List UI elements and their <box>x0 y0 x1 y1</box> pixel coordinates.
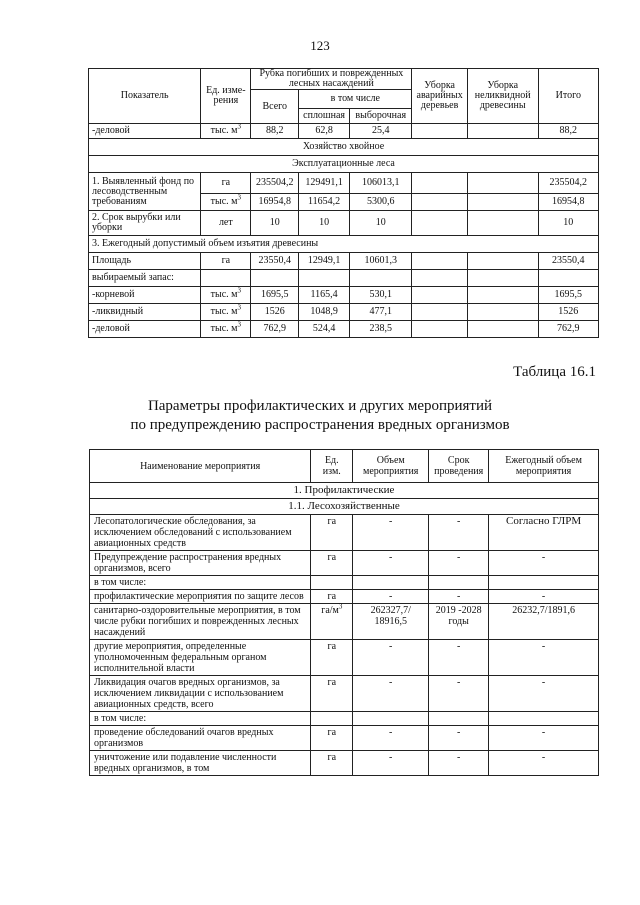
cell-selective: 10601,3 <box>350 253 412 270</box>
table-row <box>90 751 599 776</box>
header-including: в том числе <box>299 90 412 109</box>
cell-unit: га <box>311 726 353 751</box>
table-row <box>90 515 599 551</box>
table-row <box>89 287 599 304</box>
row-label: 1. Выявленный фонд по лесоводственным требованиям <box>89 173 201 211</box>
cell-selective: 106013,1 <box>350 173 412 194</box>
table-row <box>90 590 599 604</box>
cell-unit: га <box>311 515 353 551</box>
cell-annual: - <box>489 590 599 604</box>
row-unit: лет <box>201 211 251 236</box>
section-header: 1. Профилактические <box>90 483 599 499</box>
cell-unit: га <box>311 676 353 712</box>
cell-unit <box>311 576 353 590</box>
cell-annual <box>489 712 599 726</box>
cell-annual: - <box>489 551 599 576</box>
cell-emergency <box>412 194 467 211</box>
cell-selective: 530,1 <box>350 287 412 304</box>
section-header: Хозяйство хвойное <box>89 139 599 156</box>
row-label: -корневой <box>89 287 201 304</box>
cell-unit: $га/м^3$ <box>311 604 353 640</box>
cell-term <box>429 576 489 590</box>
cell-volume: - <box>353 515 429 551</box>
cell-emergency <box>412 287 467 304</box>
cell-volume: - <box>353 590 429 604</box>
cell-clear: 11654,2 <box>299 194 350 211</box>
cell-unit: га <box>311 640 353 676</box>
section-header: Эксплуатационные леса <box>89 156 599 173</box>
cell-volume: - <box>353 640 429 676</box>
table-row <box>90 551 599 576</box>
cell-illiquid <box>467 124 538 139</box>
cell-selective: 10 <box>350 211 412 236</box>
felling-table <box>88 68 599 338</box>
cell-emergency <box>412 270 467 287</box>
cell-sum: 16954,8 <box>538 194 598 211</box>
cell-clear: 1048,9 <box>299 304 350 321</box>
cell-unit <box>311 712 353 726</box>
cell-illiquid <box>467 211 538 236</box>
header-annual: Ежегодный объем мероприятия <box>489 450 599 483</box>
cell-annual: 26232,7/1891,6 <box>489 604 599 640</box>
row-unit <box>201 270 251 287</box>
table-row <box>89 270 599 287</box>
table-caption: Таблица 16.1 <box>513 364 596 380</box>
cell-clear: 524,4 <box>299 321 350 338</box>
cell-annual <box>489 576 599 590</box>
table-row <box>89 253 599 270</box>
cell-total: 23550,4 <box>251 253 299 270</box>
cell-sum: 10 <box>538 211 598 236</box>
section-header: 3. Ежегодный допустимый объем изъятия древесины <box>89 236 599 253</box>
cell-selective: 5300,6 <box>350 194 412 211</box>
table-row <box>89 173 599 194</box>
header-name: Наименование мероприятия <box>90 450 311 483</box>
cell-name: Предупреждение распространения вредных организмов, всего <box>90 551 311 576</box>
cell-illiquid <box>467 173 538 194</box>
row-label: 2. Срок вырубки или уборки <box>89 211 201 236</box>
cell-term: - <box>429 551 489 576</box>
table-row <box>89 321 599 338</box>
cell-illiquid <box>467 321 538 338</box>
cell-total: 762,9 <box>251 321 299 338</box>
cell-illiquid <box>467 287 538 304</box>
cell-volume: 262327,7/ 18916,5 <box>353 604 429 640</box>
cell-annual: - <box>489 676 599 712</box>
cell-term: - <box>429 640 489 676</box>
cell-volume <box>353 712 429 726</box>
cell-total <box>251 270 299 287</box>
cell-total: 1695,5 <box>251 287 299 304</box>
cell-emergency <box>412 173 467 194</box>
cell-name: Ликвидация очагов вредных организмов, за исключением ликвидации с использованием авиационных средств, всего <box>90 676 311 712</box>
cell-clear: 129491,1 <box>299 173 350 194</box>
cell-annual: - <box>489 751 599 776</box>
cell-total: 235504,2 <box>251 173 299 194</box>
cell-term: - <box>429 751 489 776</box>
table-row <box>90 576 599 590</box>
cell-selective: 25,4 <box>350 124 412 139</box>
cell-emergency <box>412 321 467 338</box>
cell-sum: 23550,4 <box>538 253 598 270</box>
cell-annual: Согласно ГЛРМ <box>489 515 599 551</box>
header-felling: Рубка погибших и поврежденных лесных насаждений <box>251 69 412 90</box>
table-row <box>90 640 599 676</box>
row-unit: тыс. $м^3$ <box>201 321 251 338</box>
header-selective: выборочная <box>350 109 412 124</box>
row-label: -ликвидный <box>89 304 201 321</box>
cell-name: в том числе: <box>90 576 311 590</box>
cell-annual: - <box>489 726 599 751</box>
measures-table <box>89 449 599 776</box>
cell-sum <box>538 270 598 287</box>
cell-volume <box>353 576 429 590</box>
cell-name: в том числе: <box>90 712 311 726</box>
cell-unit: га <box>311 590 353 604</box>
cell-volume: - <box>353 751 429 776</box>
table-row <box>90 676 599 712</box>
cell-name: уничтожение или подавление численности вредных организмов, в том <box>90 751 311 776</box>
cell-illiquid <box>467 253 538 270</box>
cell-clear: 62,8 <box>299 124 350 139</box>
header-total: Всего <box>251 90 299 124</box>
header-sum: Итого <box>538 69 598 124</box>
cell-total: 10 <box>251 211 299 236</box>
header-unit: Ед. изме-рения <box>201 69 251 124</box>
cell-unit: га <box>311 751 353 776</box>
cell-term: - <box>429 676 489 712</box>
table-row <box>89 304 599 321</box>
cell-sum: 235504,2 <box>538 173 598 194</box>
header-emergency: Уборка аварийных деревьев <box>412 69 467 124</box>
cell-term: - <box>429 590 489 604</box>
table-title: Параметры профилактических и других мероприятий по предупреждению распространения вредных организмов <box>130 398 510 433</box>
row-unit: тыс. $м^3$ <box>201 194 251 211</box>
cell-illiquid <box>467 304 538 321</box>
cell-term: - <box>429 726 489 751</box>
table-row <box>89 124 599 139</box>
row-label: Площадь <box>89 253 201 270</box>
cell-name: Лесопатологические обследования, за исключением обследований с использованием авиационных средств <box>90 515 311 551</box>
cell-total: 1526 <box>251 304 299 321</box>
table-row <box>90 726 599 751</box>
cell-selective: 477,1 <box>350 304 412 321</box>
cell-unit: га <box>311 551 353 576</box>
cell-volume: - <box>353 551 429 576</box>
cell-selective: 238,5 <box>350 321 412 338</box>
header-volume: Объем мероприятия <box>353 450 429 483</box>
table-row <box>90 712 599 726</box>
cell-sum: 1526 <box>538 304 598 321</box>
cell-emergency <box>412 253 467 270</box>
cell-clear: 1165,4 <box>299 287 350 304</box>
cell-illiquid <box>467 194 538 211</box>
cell-total: 88,2 <box>251 124 299 139</box>
cell-sum: 88,2 <box>538 124 598 139</box>
cell-emergency <box>412 304 467 321</box>
row-unit: тыс. $м^3$ <box>201 304 251 321</box>
cell-total: 16954,8 <box>251 194 299 211</box>
row-unit: га <box>201 173 251 194</box>
cell-emergency <box>412 211 467 236</box>
header-unit: Ед. изм. <box>311 450 353 483</box>
cell-volume: - <box>353 676 429 712</box>
row-unit: га <box>201 253 251 270</box>
cell-name: профилактические мероприятия по защите лесов <box>90 590 311 604</box>
header-term: Срок проведения <box>429 450 489 483</box>
cell-sum: 1695,5 <box>538 287 598 304</box>
header-indicator: Показатель <box>89 69 201 124</box>
cell-term: 2019 -2028 годы <box>429 604 489 640</box>
cell-name: проведение обследований очагов вредных организмов <box>90 726 311 751</box>
cell-illiquid <box>467 270 538 287</box>
table-row <box>89 211 599 236</box>
cell-name: другие мероприятия, определенные уполномоченным федеральным органом исполнительной власти <box>90 640 311 676</box>
row-label: -деловой <box>89 321 201 338</box>
cell-clear <box>299 270 350 287</box>
page-number: 123 <box>310 38 330 53</box>
table-row <box>90 604 599 640</box>
cell-name: санитарно-оздоровительные мероприятия, в том числе рубки погибших и поврежденных лесных насаждений <box>90 604 311 640</box>
cell-clear: 12949,1 <box>299 253 350 270</box>
cell-volume: - <box>353 726 429 751</box>
cell-selective <box>350 270 412 287</box>
header-illiquid: Уборка неликвидной древесины <box>467 69 538 124</box>
row-label: -деловой <box>89 124 201 139</box>
cell-clear: 10 <box>299 211 350 236</box>
header-clear: сплошная <box>299 109 350 124</box>
cell-term <box>429 712 489 726</box>
cell-emergency <box>412 124 467 139</box>
cell-term: - <box>429 515 489 551</box>
row-unit: тыс. $м^3$ <box>201 287 251 304</box>
row-unit: тыс. $м^3$ <box>201 124 251 139</box>
row-label: выбираемый запас: <box>89 270 201 287</box>
cell-sum: 762,9 <box>538 321 598 338</box>
cell-annual: - <box>489 640 599 676</box>
section-header: 1.1. Лесохозяйственные <box>90 499 599 515</box>
